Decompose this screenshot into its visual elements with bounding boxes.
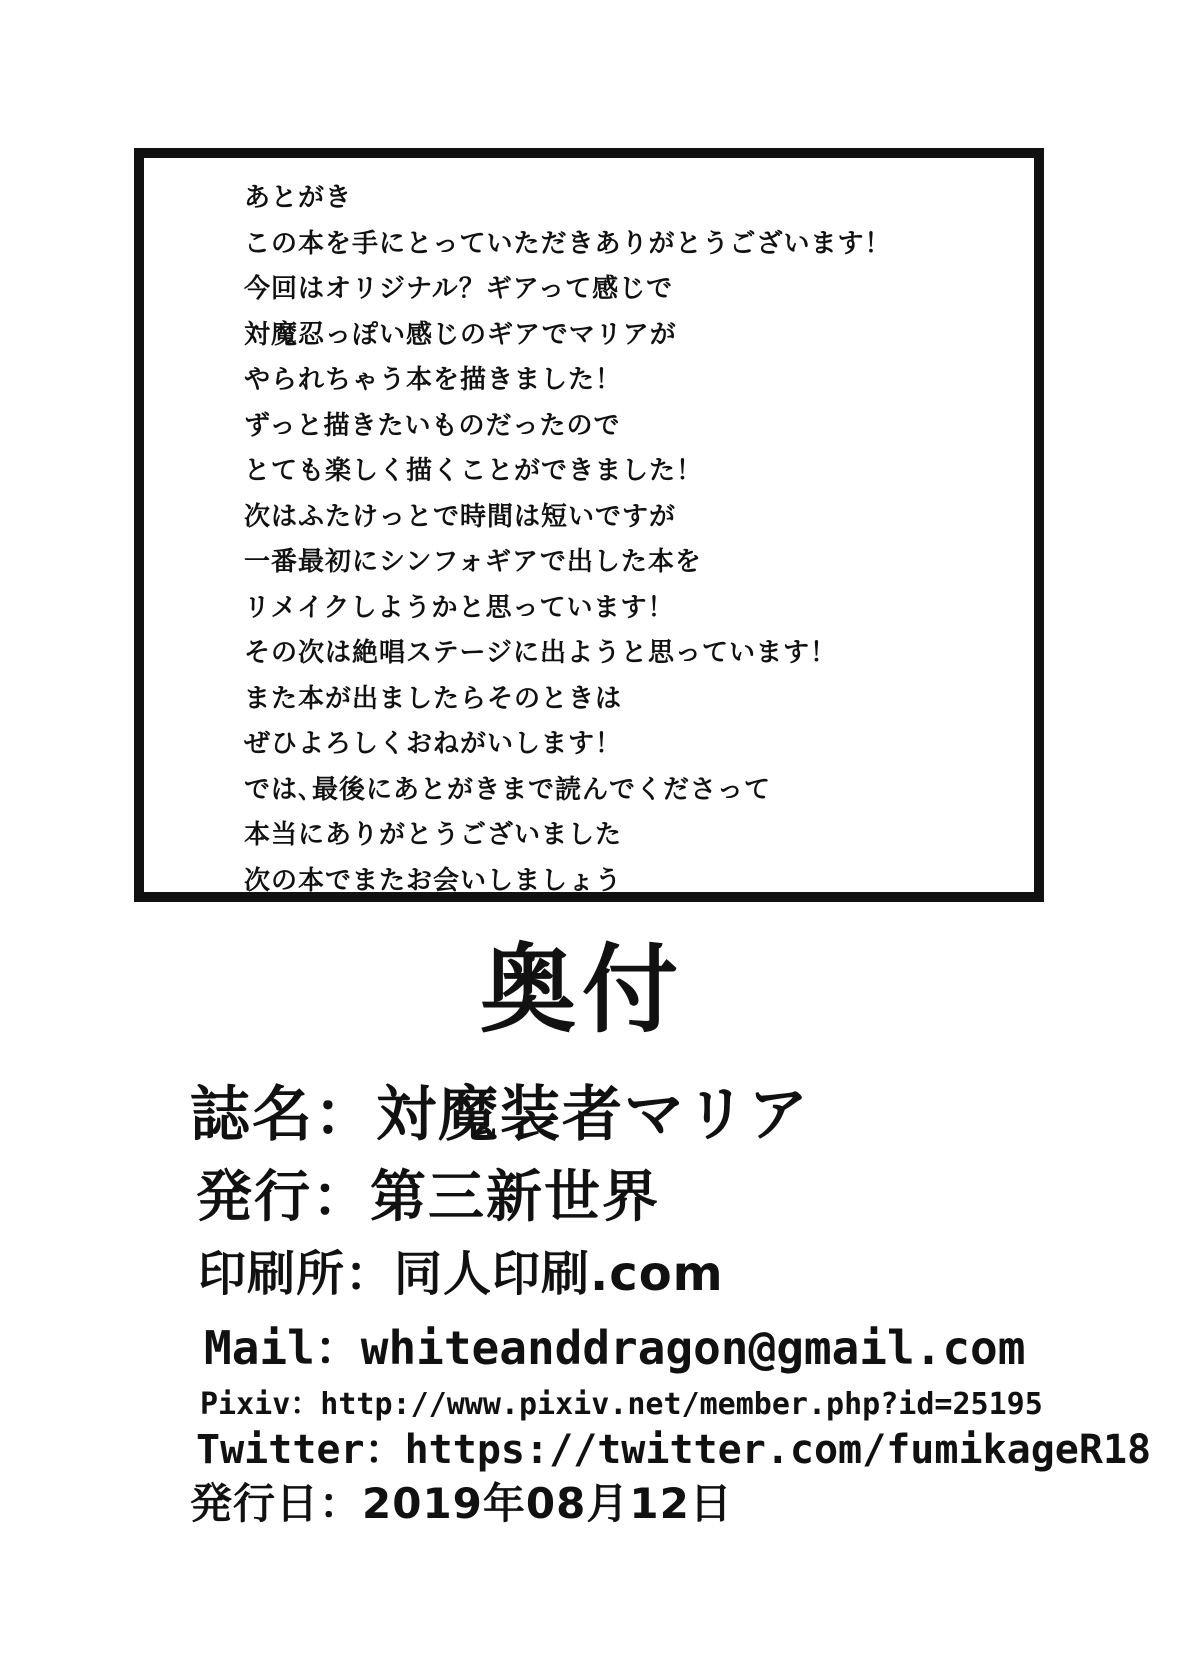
afterword-line: 本当にありがとうございました bbox=[244, 820, 623, 850]
afterword-line: ずっと描きたいものだったので bbox=[244, 410, 621, 441]
afterword-heading: あとがき bbox=[244, 183, 353, 213]
afterword-box bbox=[134, 148, 1044, 902]
afterword-line: リメイクしようかと思っています！ bbox=[244, 592, 675, 623]
afterword-line: ぜひよろしくおねがいします！ bbox=[244, 729, 623, 759]
afterword-line: この本を手にとっていただきありがとうございます！ bbox=[244, 228, 892, 259]
printer: 印刷所：同人印刷.com bbox=[198, 1246, 724, 1302]
afterword-line: また本が出ましたらそのときは bbox=[244, 683, 623, 714]
afterword-line: 今回はオリジナル？ギアって感じで bbox=[244, 274, 674, 304]
pixiv-link: Pixiv：http://www.pixiv.net/member.php?id=25195 bbox=[200, 1387, 1043, 1422]
colophon-heading: 奥付 bbox=[480, 934, 684, 1046]
afterword-line: 次の本でまたお会いしましょう bbox=[244, 865, 623, 896]
afterword-line: その次は絶唱ステージに出ようと思っています！ bbox=[244, 638, 837, 668]
afterword-line: 一番最初にシンフォギアで出した本を bbox=[244, 547, 702, 577]
afterword-text bbox=[244, 176, 891, 904]
publisher: 発行：第三新世界 bbox=[196, 1165, 660, 1230]
publication-date: 発行日：2019年08月12日 bbox=[190, 1479, 733, 1528]
book-title: 誌名：対魔装者マリア bbox=[190, 1080, 810, 1150]
afterword-line: とても楽しく描くことができました！ bbox=[244, 456, 704, 486]
afterword-line: 対魔忍っぽい感じのギアでマリアが bbox=[244, 319, 677, 350]
twitter-link: Twitter：https://twitter.com/fumikageR18 bbox=[196, 1427, 1152, 1473]
afterword-line: 次はふたけっとで時間は短いですが bbox=[244, 501, 677, 532]
contact-mail: Mail：whiteanddragon@gmail.com bbox=[204, 1321, 1026, 1375]
afterword-line: では､最後にあとがきまで読んでくださって bbox=[244, 774, 772, 805]
afterword-line: やられちゃう本を描きました！ bbox=[244, 365, 623, 395]
